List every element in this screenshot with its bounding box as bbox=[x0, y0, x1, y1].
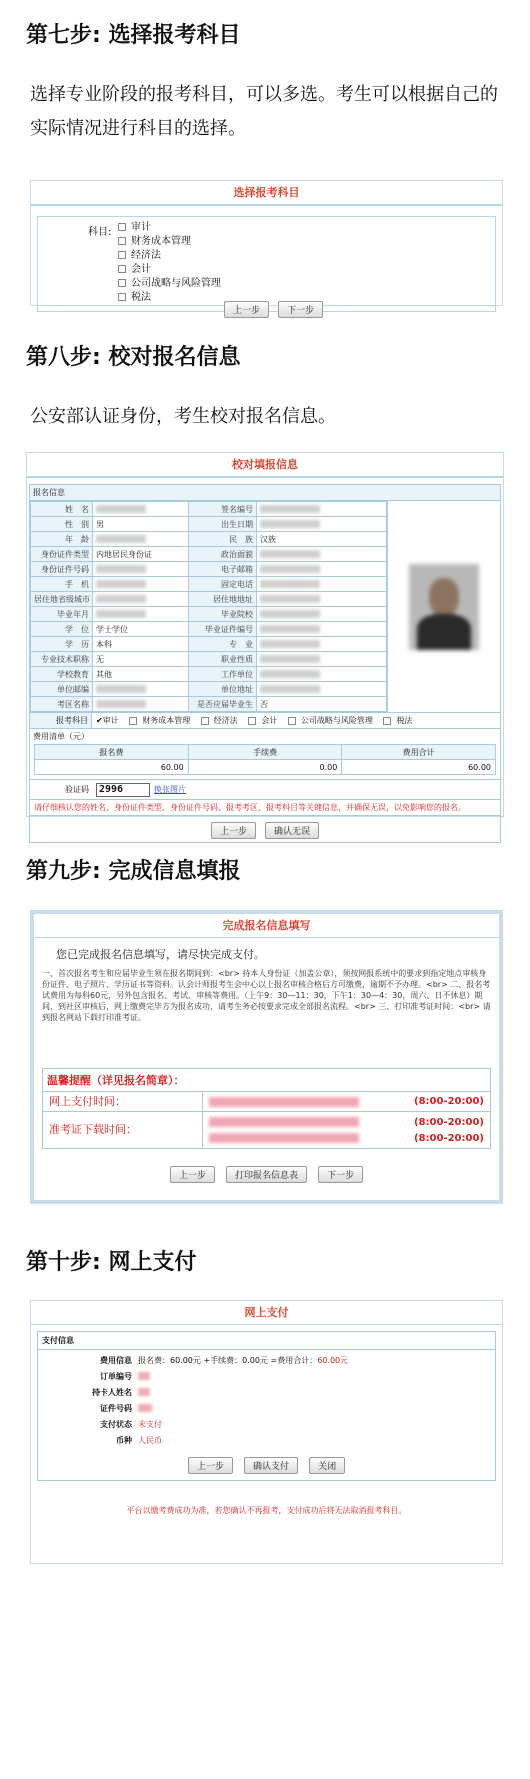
redacted-value bbox=[260, 550, 320, 558]
next-button[interactable]: 下一步 bbox=[278, 301, 323, 318]
field-value bbox=[257, 577, 387, 592]
field-value bbox=[257, 622, 387, 637]
captcha-input[interactable]: 2996 bbox=[96, 783, 150, 797]
field-label: 居住地地址 bbox=[189, 592, 257, 607]
avatar bbox=[409, 564, 479, 650]
cardholder-label: 持卡人姓名 bbox=[92, 1387, 132, 1397]
checkbox[interactable] bbox=[248, 717, 256, 725]
redacted-date bbox=[209, 1133, 359, 1143]
field-value bbox=[93, 532, 189, 547]
admit-time-label: 准考证下载时间： bbox=[43, 1112, 203, 1148]
payment-panel-title: 网上支付 bbox=[31, 1301, 502, 1325]
print-info-button[interactable]: 打印报名信息表 bbox=[226, 1166, 307, 1183]
table-row bbox=[31, 697, 387, 712]
online-payment-panel bbox=[30, 1300, 503, 1564]
field-value: 否 bbox=[257, 697, 387, 712]
subject-option[interactable]: 财务成本管理 bbox=[118, 235, 221, 249]
field-label: 政治面貌 bbox=[189, 547, 257, 562]
checkbox[interactable] bbox=[118, 293, 126, 301]
field-label: 性 别 bbox=[31, 517, 93, 532]
redacted-date bbox=[209, 1097, 359, 1107]
field-label: 考区名称 bbox=[31, 697, 93, 712]
redacted-value bbox=[260, 685, 320, 693]
step8-description: 公安部认证身份，考生校对报名信息。 bbox=[30, 406, 336, 427]
field-value bbox=[257, 652, 387, 667]
field-label: 单位邮编 bbox=[31, 682, 93, 697]
order-number-label: 订单编号 bbox=[100, 1371, 132, 1381]
redacted-value bbox=[96, 535, 146, 543]
redacted-value bbox=[96, 565, 146, 573]
subject-option[interactable]: 税法 bbox=[118, 291, 221, 305]
tips-box bbox=[42, 1068, 491, 1149]
step7-heading: 第七步: 选择报考科目 bbox=[26, 23, 241, 48]
field-value bbox=[93, 607, 189, 622]
subject-option[interactable]: 公司战略与风险管理 bbox=[118, 277, 221, 291]
fee-value: 0.00 bbox=[188, 760, 342, 775]
admit-time-1: (8:00-20:00) bbox=[414, 1116, 484, 1128]
redacted-value bbox=[260, 595, 320, 603]
field-value bbox=[257, 517, 387, 532]
checkbox[interactable] bbox=[129, 717, 137, 725]
fee-value: 60.00 bbox=[342, 760, 496, 775]
fee-label: 费用清单（元） bbox=[30, 728, 500, 744]
prev-button[interactable]: 上一步 bbox=[224, 301, 269, 318]
info-table bbox=[30, 501, 387, 712]
verify-panel-title: 校对填报信息 bbox=[27, 453, 503, 478]
checkbox[interactable] bbox=[288, 717, 296, 725]
redacted-value bbox=[260, 580, 320, 588]
field-label: 职业性质 bbox=[189, 652, 257, 667]
admit-time-2: (8:00-20:00) bbox=[414, 1132, 484, 1144]
redacted-value bbox=[138, 1388, 150, 1396]
table-row bbox=[31, 577, 387, 592]
step7-description: 选择专业阶段的报考科目，可以多选。考生可以根据自己的实际情况进行科目的选择。 bbox=[30, 84, 498, 139]
redacted-value bbox=[96, 610, 146, 618]
redacted-value bbox=[260, 655, 320, 663]
field-value bbox=[93, 502, 189, 517]
table-row bbox=[31, 562, 387, 577]
fee-header: 报名费 bbox=[35, 745, 189, 760]
field-value: 学士学位 bbox=[93, 622, 189, 637]
confirm-pay-button[interactable]: 确认支付 bbox=[244, 1457, 298, 1474]
tips-title: 温馨提醒（详见报名简章）： bbox=[43, 1069, 490, 1092]
step8-heading: 第八步: 校对报名信息 bbox=[26, 345, 241, 370]
checkbox[interactable] bbox=[118, 251, 126, 259]
field-value bbox=[257, 502, 387, 517]
table-row bbox=[31, 592, 387, 607]
section-label: 报名信息 bbox=[30, 485, 500, 501]
next-button[interactable]: 下一步 bbox=[318, 1166, 363, 1183]
redacted-value bbox=[260, 610, 320, 618]
field-label: 出生日期 bbox=[189, 517, 257, 532]
field-label: 居住地省级城市 bbox=[31, 592, 93, 607]
subjects-label: 报考科目 bbox=[30, 713, 92, 728]
subject-list bbox=[118, 221, 221, 305]
prev-button[interactable]: 上一步 bbox=[170, 1166, 215, 1183]
field-value bbox=[257, 547, 387, 562]
field-label: 姓 名 bbox=[31, 502, 93, 517]
subject-label: 科目: bbox=[88, 227, 112, 238]
redacted-value bbox=[260, 640, 320, 648]
complete-info-panel bbox=[30, 910, 503, 1204]
payment-info-box bbox=[37, 1331, 496, 1481]
fee-table bbox=[34, 744, 496, 775]
field-value bbox=[257, 592, 387, 607]
fee-text: 报名费：60.00元 +手续费：0.00元 =费用合计：60.00元 bbox=[138, 1355, 349, 1365]
photo-cell bbox=[387, 501, 500, 712]
prev-button[interactable]: 上一步 bbox=[188, 1457, 233, 1474]
field-label: 身份证件号码 bbox=[31, 562, 93, 577]
table-row bbox=[31, 637, 387, 652]
close-button[interactable]: 关闭 bbox=[309, 1457, 345, 1474]
checkbox[interactable] bbox=[118, 223, 126, 231]
checkbox[interactable] bbox=[383, 717, 391, 725]
field-value bbox=[257, 562, 387, 577]
table-row bbox=[31, 622, 387, 637]
field-label: 专 业 bbox=[189, 637, 257, 652]
field-value: 本科 bbox=[93, 637, 189, 652]
redacted-value bbox=[138, 1404, 152, 1412]
checkbox[interactable] bbox=[118, 265, 126, 273]
field-label: 工作单位 bbox=[189, 667, 257, 682]
instructions-text: 一、首次报名考生和应届毕业生须在报名期间到：<br> 持本人身份证（加盖公章），须按网报系统中的要求到指定地点审核身份证件、电子照片、学历证书等资料。认会计师报考生会中心以上报名审核合格后方可缴费，逾期不予办理。<br> 二、报名考试费用为每科60元，另外包含报名、考试、审核等费用。（上午9：30—11：30，下午1：30—4：30，周六、日不休息）期间，到社区审核后，网上缴费完毕方为报名成功，请考生务必按要求完成全部报名流程。<br> 三、打印准考证时间：<br> 请到报名网站下载打印准考证。 bbox=[42, 969, 491, 1022]
subject-panel-title: 选择报考科目 bbox=[31, 181, 502, 206]
field-value bbox=[93, 682, 189, 697]
field-value bbox=[257, 667, 387, 682]
field-label: 学校教育 bbox=[31, 667, 93, 682]
field-label: 毕业院校 bbox=[189, 607, 257, 622]
field-label: 签名编号 bbox=[189, 502, 257, 517]
subject-select-panel bbox=[30, 180, 503, 316]
field-value bbox=[257, 607, 387, 622]
verify-info-panel bbox=[26, 452, 504, 837]
redacted-value bbox=[96, 685, 146, 693]
field-label: 固定电话 bbox=[189, 577, 257, 592]
redacted-value bbox=[138, 1372, 150, 1380]
field-label: 身份证件类型 bbox=[31, 547, 93, 562]
redacted-value bbox=[96, 580, 146, 588]
field-value: 内地居民身份证 bbox=[93, 547, 189, 562]
pay-time: (8:00-20:00) bbox=[414, 1096, 484, 1107]
field-value: 无 bbox=[93, 652, 189, 667]
field-label: 手 机 bbox=[31, 577, 93, 592]
step9-heading: 第九步: 完成信息填报 bbox=[26, 859, 241, 884]
field-value bbox=[257, 682, 387, 697]
field-label: 专业技术职称 bbox=[31, 652, 93, 667]
table-row bbox=[31, 682, 387, 697]
field-label: 学 历 bbox=[31, 637, 93, 652]
redacted-value bbox=[260, 625, 320, 633]
subject-option[interactable]: 经济法 bbox=[118, 249, 221, 263]
fee-header: 手续费 bbox=[188, 745, 342, 760]
redacted-value bbox=[96, 700, 146, 708]
field-label: 毕业证件编号 bbox=[189, 622, 257, 637]
table-row bbox=[31, 667, 387, 682]
subject-option[interactable]: 审计 bbox=[118, 221, 221, 235]
redacted-value bbox=[96, 595, 146, 603]
field-value bbox=[93, 592, 189, 607]
field-value bbox=[93, 697, 189, 712]
fee-header: 费用合计 bbox=[342, 745, 496, 760]
prev-button[interactable]: 上一步 bbox=[211, 822, 256, 839]
table-row bbox=[31, 547, 387, 562]
captcha-label: 验证码 bbox=[65, 785, 89, 794]
field-label: 电子邮箱 bbox=[189, 562, 257, 577]
table-row bbox=[31, 502, 387, 517]
field-label: 学 位 bbox=[31, 622, 93, 637]
checkbox[interactable] bbox=[201, 717, 209, 725]
table-row bbox=[31, 652, 387, 667]
fee-value: 60.00 bbox=[35, 760, 189, 775]
pay-time-label: 网上支付时间： bbox=[43, 1092, 203, 1111]
field-value: 汉族 bbox=[257, 532, 387, 547]
subject-option[interactable]: 会计 bbox=[118, 263, 221, 277]
done-message: 您已完成报名信息填写，请尽快完成支付。 bbox=[56, 948, 265, 961]
subjects-row bbox=[30, 712, 500, 728]
field-value bbox=[93, 562, 189, 577]
section-label: 支付信息 bbox=[38, 1332, 495, 1350]
redacted-value bbox=[260, 670, 320, 678]
currency-value: 人民币 bbox=[138, 1435, 162, 1445]
fee-total: 60.00元 bbox=[317, 1355, 349, 1365]
subject-box bbox=[37, 216, 496, 316]
checked-icon: ✔ bbox=[96, 716, 103, 725]
redacted-value bbox=[260, 565, 320, 573]
field-label: 年 龄 bbox=[31, 532, 93, 547]
payment-footer-note: 平台以缴考费成功为准，若您确认不再报考，支付成功后将无法取消报考科目。 bbox=[126, 1506, 407, 1515]
subjects-checkboxes: ✔审计 财务成本管理 经济法 会计 公司战略与风险管理 税法 bbox=[96, 716, 413, 725]
field-value: 其他 bbox=[93, 667, 189, 682]
redacted-value bbox=[260, 505, 320, 513]
notice-text: 请仔细核认您的姓名、身份证件类型、身份证件号码、报考考区、报考科目等关键信息，并确保无误，以免影响您的报名。 bbox=[30, 799, 500, 815]
captcha-row bbox=[30, 779, 500, 799]
field-value bbox=[93, 577, 189, 592]
pay-status-label: 支付状态 bbox=[100, 1419, 132, 1429]
redacted-value bbox=[96, 505, 146, 513]
field-label: 民 族 bbox=[189, 532, 257, 547]
complete-panel-title: 完成报名信息填写 bbox=[34, 914, 499, 938]
pay-status-value: 未支付 bbox=[138, 1419, 162, 1429]
table-row bbox=[31, 532, 387, 547]
confirm-button[interactable]: 确认无误 bbox=[265, 822, 319, 839]
table-row bbox=[31, 607, 387, 622]
table-row bbox=[31, 517, 387, 532]
currency-label: 币种 bbox=[116, 1435, 132, 1445]
field-value: 男 bbox=[93, 517, 189, 532]
id-number-label: 证件号码 bbox=[100, 1403, 132, 1413]
redacted-value bbox=[260, 520, 320, 528]
step10-heading: 第十步: 网上支付 bbox=[26, 1250, 197, 1275]
field-label: 毕业年月 bbox=[31, 607, 93, 622]
field-label: 是否应届毕业生 bbox=[189, 697, 257, 712]
field-value bbox=[257, 637, 387, 652]
fee-label: 费用信息 bbox=[100, 1355, 132, 1365]
refresh-captcha-link[interactable]: 换张图片 bbox=[154, 785, 186, 794]
redacted-date bbox=[209, 1117, 359, 1127]
checkbox[interactable] bbox=[118, 279, 126, 287]
checkbox[interactable] bbox=[118, 237, 126, 245]
field-label: 单位地址 bbox=[189, 682, 257, 697]
